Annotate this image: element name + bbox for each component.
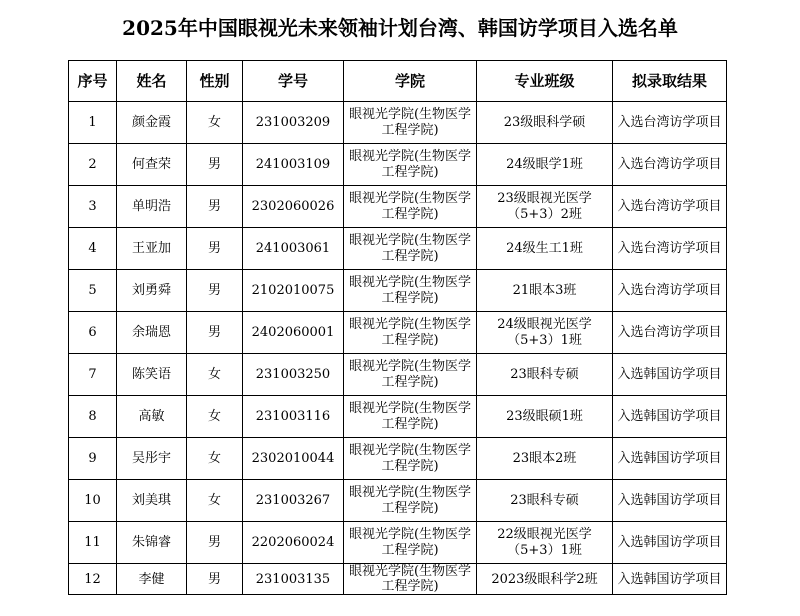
admission-result-cell: 入选台湾访学项目 [613,144,727,186]
header-result: 拟录取结果 [613,61,727,102]
admission-result-cell: 入选台湾访学项目 [613,312,727,354]
student-id-cell: 2402060001 [243,312,344,354]
table-row [69,396,727,438]
table-row [69,438,727,480]
major-class-cell: 23眼科专硕 [477,354,613,396]
table-header [69,61,727,102]
major-class-cell: 24级眼学1班 [477,144,613,186]
table-row [69,270,727,312]
gender-cell: 男 [187,522,243,564]
major-class-cell: 23级眼硕1班 [477,396,613,438]
gender-cell: 男 [187,564,243,595]
college-cell: 眼视光学院(生物医学工程学院) [344,396,477,438]
page-title: 2025年中国眼视光未来领袖计划台湾、韩国访学项目入选名单 [122,16,678,40]
table-row [69,480,727,522]
admission-result-cell: 入选韩国访学项目 [613,438,727,480]
college-cell: 眼视光学院(生物医学工程学院) [344,564,477,595]
name-cell: 颜金霞 [117,102,187,144]
student-id-cell: 231003135 [243,564,344,595]
table-row [69,564,727,595]
admission-result-cell: 入选韩国访学项目 [613,564,727,595]
college-cell: 眼视光学院(生物医学工程学院) [344,438,477,480]
major-class-cell: 24级眼视光医学（5+3）1班 [477,312,613,354]
gender-cell: 女 [187,354,243,396]
header-name: 姓名 [117,61,187,102]
admission-result-cell: 入选台湾访学项目 [613,270,727,312]
header-student-id: 学号 [243,61,344,102]
student-id-cell: 231003250 [243,354,344,396]
name-cell: 王亚加 [117,228,187,270]
student-id-cell: 2202060024 [243,522,344,564]
student-id-cell: 231003267 [243,480,344,522]
row-number-cell: 4 [69,228,117,270]
college-cell: 眼视光学院(生物医学工程学院) [344,354,477,396]
name-cell: 刘勇舜 [117,270,187,312]
row-number-cell: 3 [69,186,117,228]
gender-cell: 男 [187,186,243,228]
gender-cell: 男 [187,228,243,270]
gender-cell: 男 [187,312,243,354]
name-cell: 何查荣 [117,144,187,186]
gender-cell: 男 [187,270,243,312]
gender-cell: 女 [187,396,243,438]
admission-result-cell: 入选台湾访学项目 [613,228,727,270]
row-number-cell: 9 [69,438,117,480]
header-number: 序号 [69,61,117,102]
major-class-cell: 2023级眼科学2班 [477,564,613,595]
name-cell: 吴彤宇 [117,438,187,480]
admission-result-cell: 入选韩国访学项目 [613,480,727,522]
row-number-cell: 8 [69,396,117,438]
table-row [69,522,727,564]
table-body [69,102,727,595]
header-major-class: 专业班级 [477,61,613,102]
name-cell: 单明浩 [117,186,187,228]
student-id-cell: 231003209 [243,102,344,144]
college-cell: 眼视光学院(生物医学工程学院) [344,186,477,228]
header-row [69,61,727,102]
college-cell: 眼视光学院(生物医学工程学院) [344,312,477,354]
name-cell: 高敏 [117,396,187,438]
name-cell: 陈笑语 [117,354,187,396]
row-number-cell: 2 [69,144,117,186]
admission-result-cell: 入选韩国访学项目 [613,522,727,564]
student-id-cell: 231003116 [243,396,344,438]
college-cell: 眼视光学院(生物医学工程学院) [344,144,477,186]
major-class-cell: 21眼本3班 [477,270,613,312]
table-row [69,144,727,186]
gender-cell: 男 [187,144,243,186]
college-cell: 眼视光学院(生物医学工程学院) [344,522,477,564]
major-class-cell: 24级生工1班 [477,228,613,270]
major-class-cell: 23眼科专硕 [477,480,613,522]
student-table [68,60,727,595]
header-gender: 性别 [187,61,243,102]
table-row [69,186,727,228]
table-row [69,102,727,144]
row-number-cell: 1 [69,102,117,144]
admission-result-cell: 入选韩国访学项目 [613,354,727,396]
header-college: 学院 [344,61,477,102]
college-cell: 眼视光学院(生物医学工程学院) [344,480,477,522]
row-number-cell: 7 [69,354,117,396]
table-row [69,354,727,396]
student-id-cell: 2302010044 [243,438,344,480]
student-id-cell: 241003109 [243,144,344,186]
table-row [69,312,727,354]
admission-result-cell: 入选韩国访学项目 [613,396,727,438]
admission-result-cell: 入选台湾访学项目 [613,102,727,144]
gender-cell: 女 [187,102,243,144]
table-row [69,228,727,270]
row-number-cell: 11 [69,522,117,564]
college-cell: 眼视光学院(生物医学工程学院) [344,270,477,312]
name-cell: 刘美琪 [117,480,187,522]
major-class-cell: 23级眼科学硕 [477,102,613,144]
student-id-cell: 2102010075 [243,270,344,312]
major-class-cell: 22级眼视光医学（5+3）1班 [477,522,613,564]
gender-cell: 女 [187,438,243,480]
row-number-cell: 12 [69,564,117,595]
name-cell: 朱锦睿 [117,522,187,564]
student-id-cell: 2302060026 [243,186,344,228]
gender-cell: 女 [187,480,243,522]
college-cell: 眼视光学院(生物医学工程学院) [344,102,477,144]
major-class-cell: 23级眼视光医学（5+3）2班 [477,186,613,228]
major-class-cell: 23眼本2班 [477,438,613,480]
row-number-cell: 10 [69,480,117,522]
row-number-cell: 6 [69,312,117,354]
admission-result-cell: 入选台湾访学项目 [613,186,727,228]
row-number-cell: 5 [69,270,117,312]
student-id-cell: 241003061 [243,228,344,270]
name-cell: 余瑞恩 [117,312,187,354]
college-cell: 眼视光学院(生物医学工程学院) [344,228,477,270]
name-cell: 李健 [117,564,187,595]
